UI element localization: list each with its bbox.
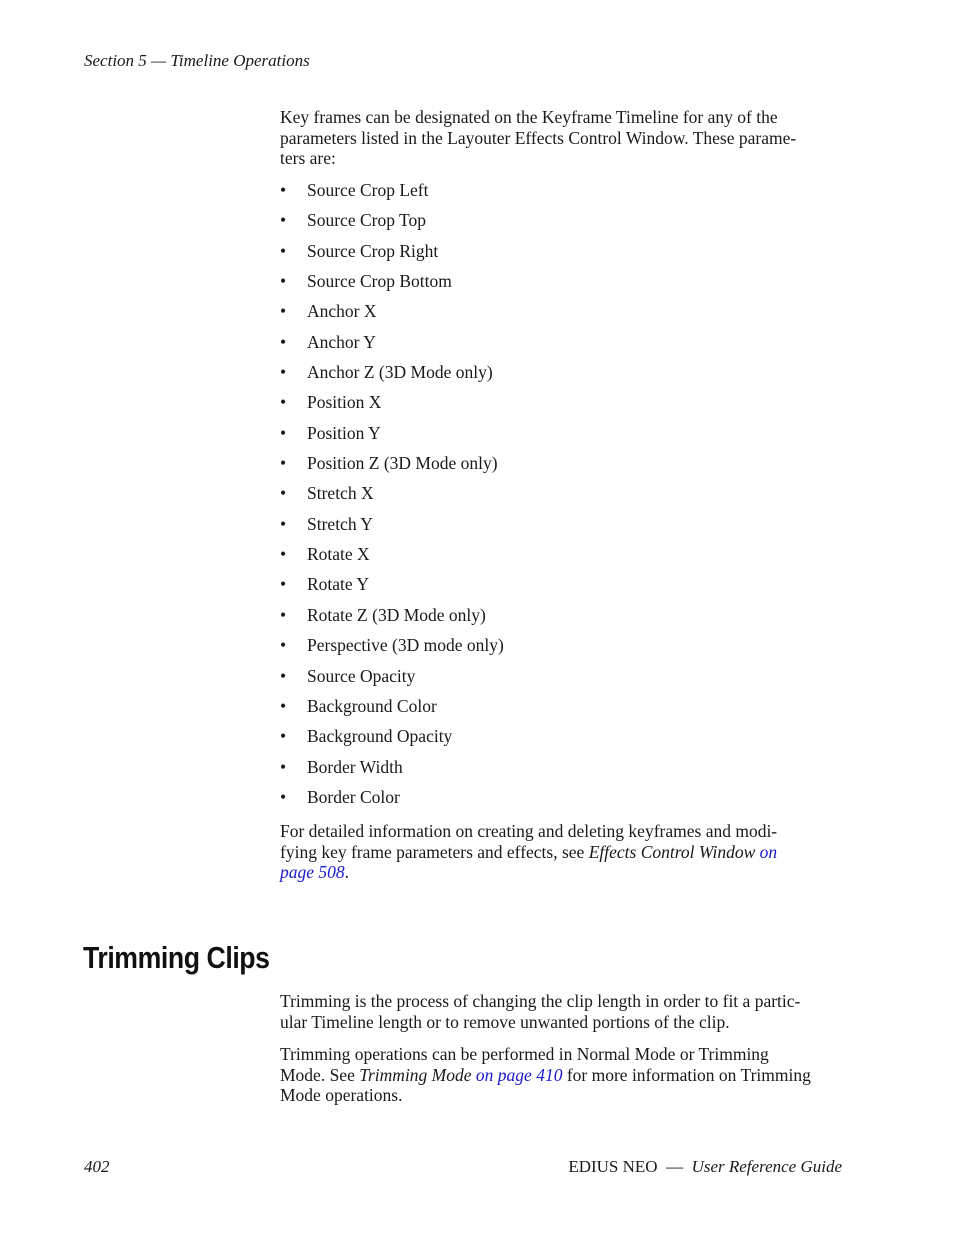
trimming-paragraph-2 — [280, 1044, 842, 1106]
bullet-icon: • — [280, 786, 287, 807]
parameter-label: Rotate Z (3D Mode only) — [307, 604, 486, 625]
detail-line-2: fying key frame parameters and effects, see — [280, 841, 589, 862]
parameter-label: Border Color — [307, 786, 400, 807]
parameter-list — [280, 180, 504, 817]
footer-product: EDIUS NEO — [568, 1157, 658, 1176]
footer-guide: User Reference Guide — [691, 1157, 842, 1176]
parameter-list-item — [280, 241, 504, 271]
bullet-icon: • — [280, 301, 287, 322]
running-header: Section 5 — Timeline Operations — [84, 51, 310, 70]
parameter-label: Stretch X — [307, 483, 374, 504]
bullet-icon: • — [280, 180, 287, 200]
parameter-list-item — [280, 605, 504, 635]
bullet-icon: • — [280, 210, 287, 231]
trimming-mode-link[interactable]: on page 410 — [475, 1064, 563, 1085]
footer-separator: — — [666, 1157, 684, 1176]
parameter-label: Perspective (3D mode only) — [307, 635, 504, 656]
parameter-list-item — [280, 332, 504, 362]
footer-guide-title — [568, 1157, 842, 1177]
parameter-list-item — [280, 726, 504, 756]
intro-paragraph — [280, 107, 842, 169]
effects-control-window-ref: Effects Control Window — [588, 841, 756, 862]
bullet-icon: • — [280, 271, 287, 292]
trimming-mode-ref: Trimming Mode — [359, 1064, 472, 1085]
parameter-label: Source Crop Top — [307, 210, 426, 231]
parameter-list-item — [280, 696, 504, 726]
section-heading-trimming-clips: Trimming Clips — [83, 940, 270, 975]
parameter-label: Border Width — [307, 756, 403, 777]
trim-p2-line-3: Mode operations. — [280, 1085, 403, 1105]
bullet-icon: • — [280, 695, 287, 716]
parameter-list-item — [280, 757, 504, 787]
bullet-icon: • — [280, 726, 287, 747]
bullet-icon: • — [280, 392, 287, 413]
parameter-list-item — [280, 574, 504, 604]
intro-line-2: parameters listed in the Layouter Effects Control Window. These parame- — [280, 127, 797, 148]
parameter-label: Stretch Y — [307, 513, 373, 534]
trim-p1-line-1: Trimming is the process of changing the clip length in order to fit a partic- — [280, 991, 801, 1011]
parameter-label: Rotate Y — [307, 574, 370, 595]
trimming-paragraph-1 — [280, 991, 842, 1032]
parameter-label: Anchor X — [307, 301, 377, 322]
parameter-list-item — [280, 666, 504, 696]
intro-line-1: Key frames can be designated on the Keyframe Timeline for any of the — [280, 107, 778, 127]
parameter-label: Background Color — [307, 695, 437, 716]
parameter-list-item — [280, 180, 504, 210]
parameter-list-item — [280, 210, 504, 240]
parameter-label: Source Crop Right — [307, 240, 439, 261]
bullet-icon: • — [280, 240, 287, 261]
detail-line-1: For detailed information on creating and deleting keyframes and modi- — [280, 821, 778, 841]
bullet-icon: • — [280, 483, 287, 504]
effects-control-window-link-page[interactable]: page 508 — [280, 862, 345, 882]
effects-control-window-link-on[interactable]: on — [759, 841, 778, 862]
bullet-icon: • — [280, 331, 287, 352]
parameter-label: Position Y — [307, 422, 381, 443]
parameter-label: Background Opacity — [307, 726, 453, 747]
parameter-label: Position Z (3D Mode only) — [307, 453, 498, 474]
page-number: 402 — [84, 1157, 110, 1176]
bullet-icon: • — [280, 665, 287, 686]
parameter-list-item — [280, 483, 504, 513]
bullet-icon: • — [280, 513, 287, 534]
detail-end: . — [344, 862, 350, 882]
parameter-label: Source Crop Left — [307, 180, 429, 200]
trim-p2-line-1: Trimming operations can be performed in Normal Mode or Trimming — [280, 1044, 769, 1064]
parameter-list-item — [280, 514, 504, 544]
trim-p2-line-2-post: for more information on Trimming — [562, 1064, 811, 1085]
detail-paragraph — [280, 821, 842, 883]
parameter-label: Anchor Z (3D Mode only) — [307, 362, 493, 383]
bullet-icon: • — [280, 422, 287, 443]
parameter-label: Source Crop Bottom — [307, 271, 452, 292]
bullet-icon: • — [280, 544, 287, 565]
bullet-icon: • — [280, 574, 287, 595]
trim-p1-line-2: ular Timeline length or to remove unwanted portions of the clip. — [280, 1011, 730, 1032]
parameter-list-item — [280, 635, 504, 665]
parameter-list-item — [280, 423, 504, 453]
intro-line-3: ters are: — [280, 148, 336, 168]
bullet-icon: • — [280, 604, 287, 625]
bullet-icon: • — [280, 453, 287, 474]
trim-p2-line-2-pre: Mode. See — [280, 1064, 360, 1085]
parameter-list-item — [280, 392, 504, 422]
parameter-list-item — [280, 453, 504, 483]
parameter-label: Position X — [307, 392, 382, 413]
bullet-icon: • — [280, 362, 287, 383]
parameter-list-item — [280, 544, 504, 574]
parameter-list-item — [280, 271, 504, 301]
bullet-icon: • — [280, 635, 287, 656]
parameter-list-item — [280, 787, 504, 817]
parameter-list-item — [280, 301, 504, 331]
parameter-label: Anchor Y — [307, 331, 376, 352]
parameter-label: Source Opacity — [307, 665, 416, 686]
parameter-label: Rotate X — [307, 544, 370, 565]
bullet-icon: • — [280, 756, 287, 777]
parameter-list-item — [280, 362, 504, 392]
